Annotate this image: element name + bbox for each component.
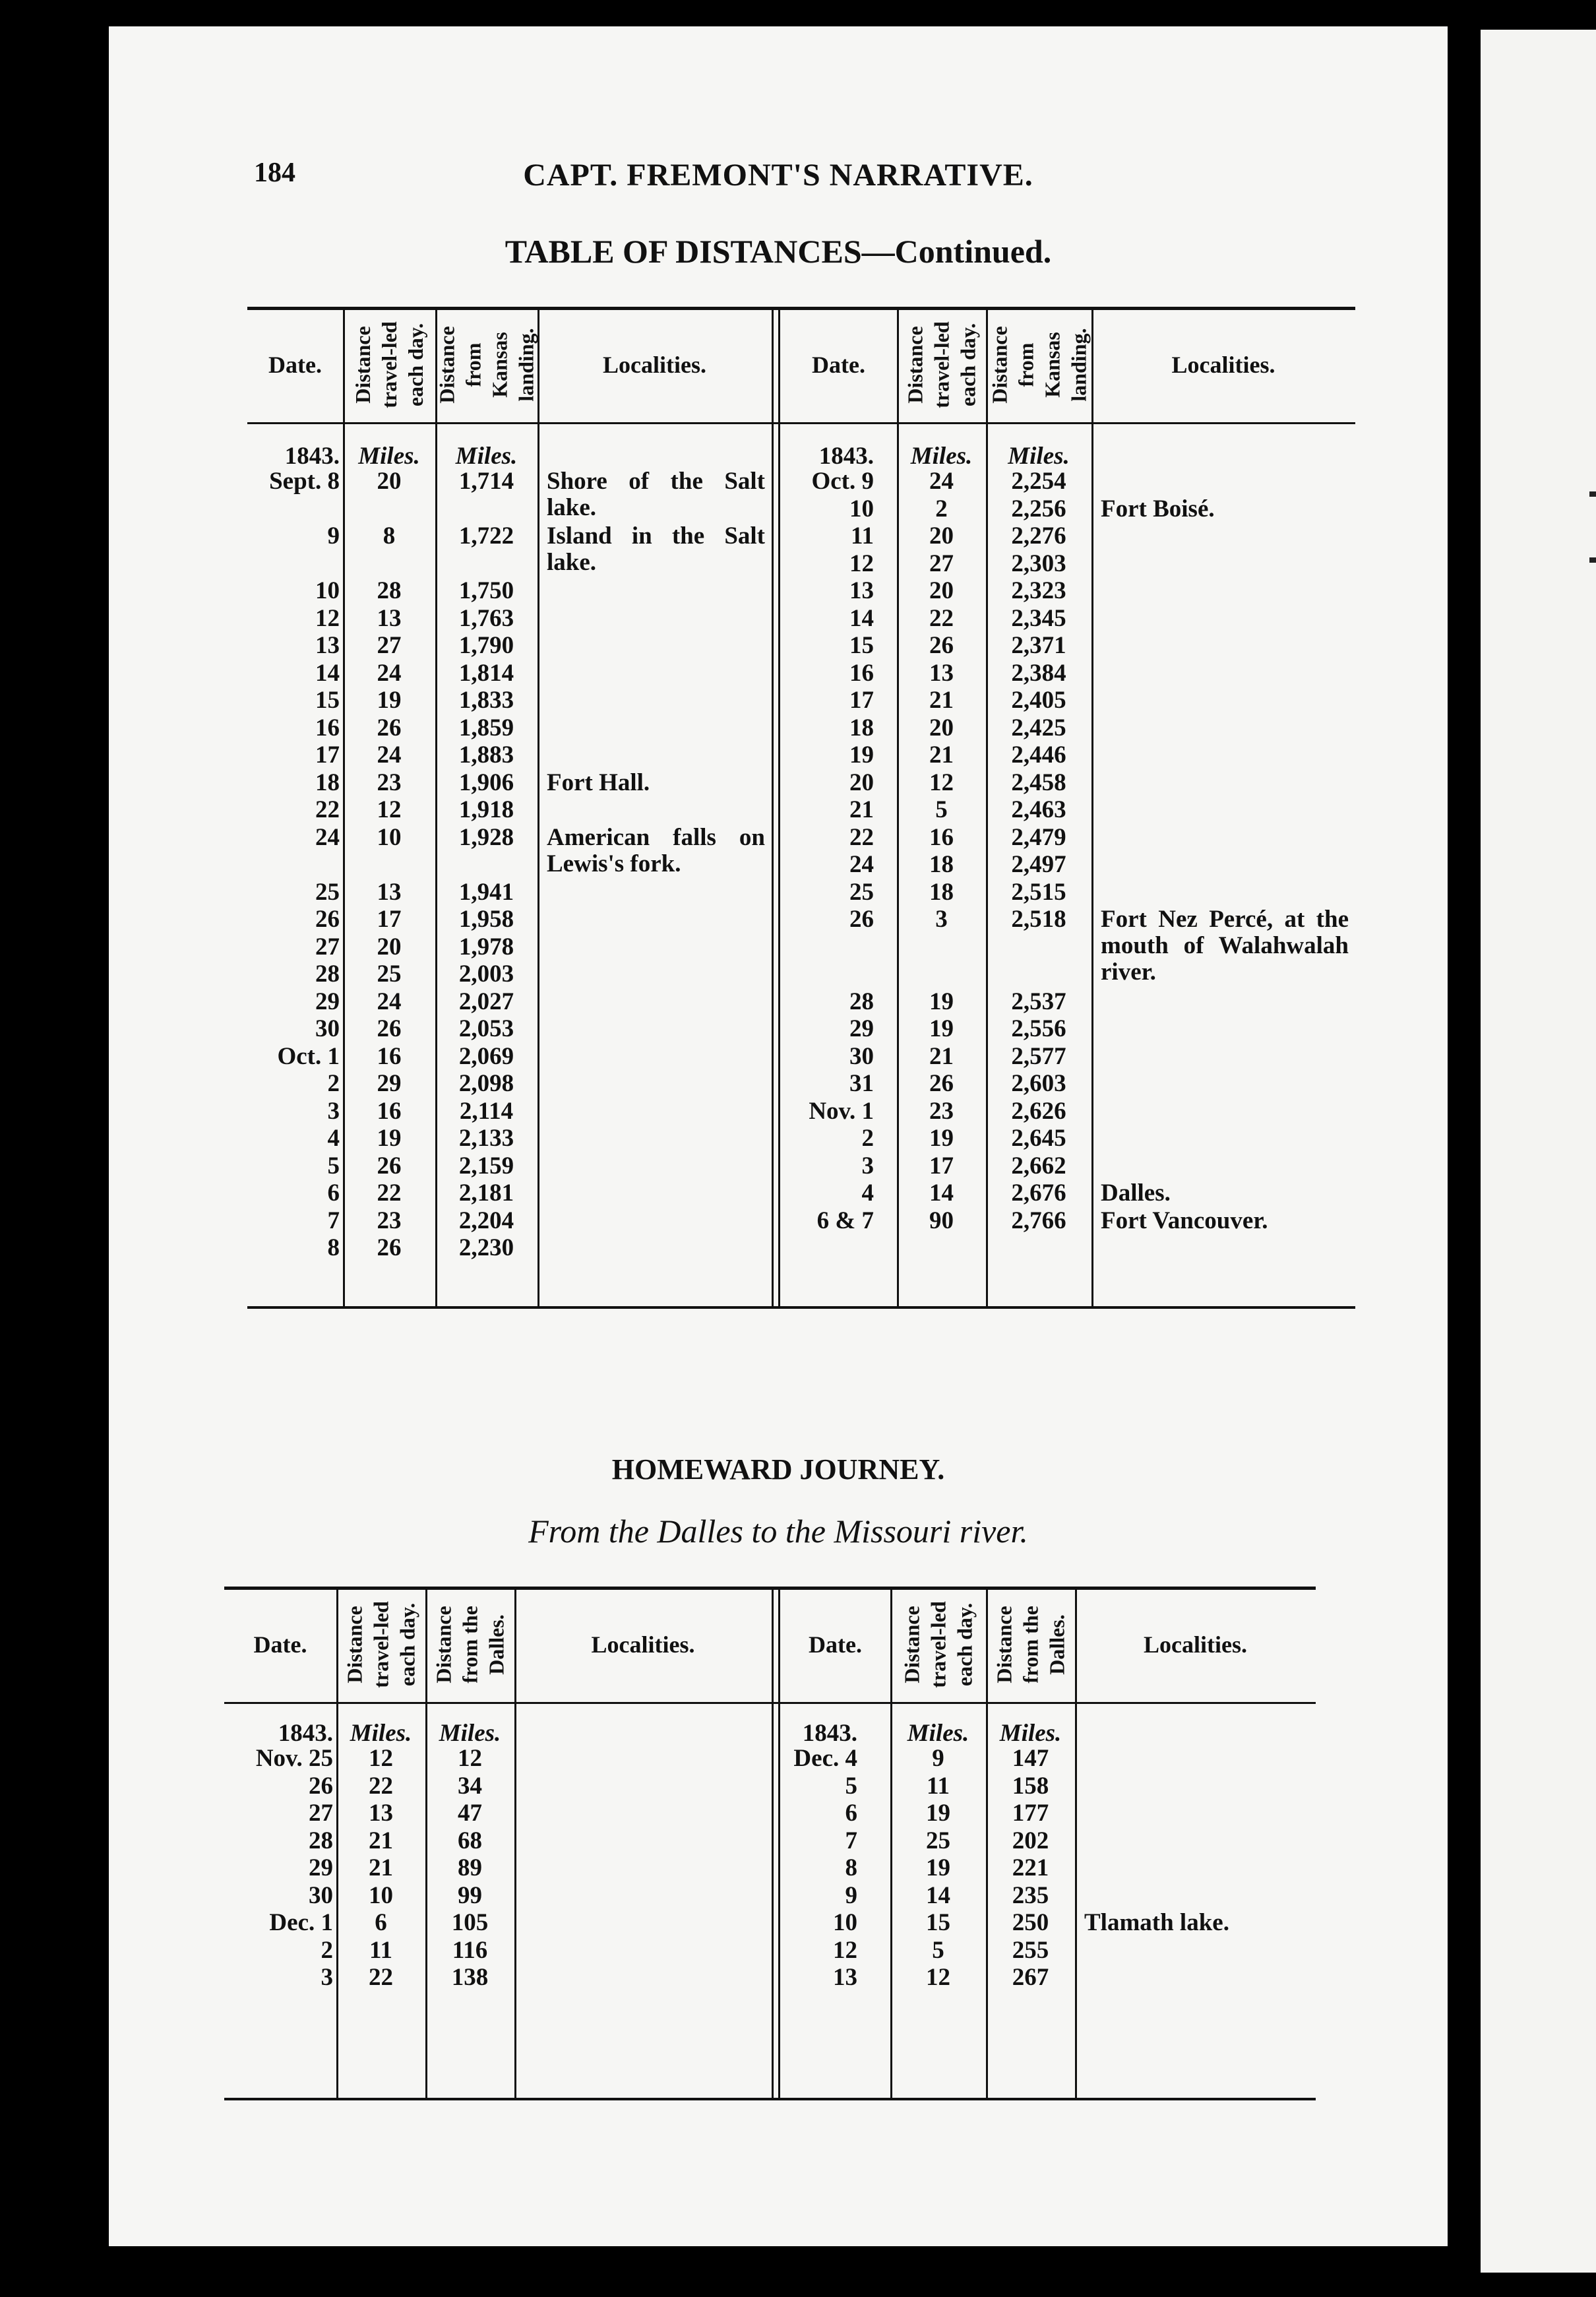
row-date: 3 — [861, 1152, 874, 1180]
row-daily-miles: 19 — [926, 1854, 950, 1881]
row-daily-miles: 22 — [377, 1180, 402, 1207]
row-daily-miles: 13 — [377, 878, 402, 906]
row-date: 6 — [845, 1800, 857, 1827]
row-total-miles: 1,750 — [458, 577, 514, 604]
header-date: Date. — [812, 351, 865, 378]
row-date: 6 — [327, 1180, 340, 1207]
row-daily-miles: 16 — [377, 1042, 402, 1070]
row-date: 12 — [315, 604, 340, 632]
table2-subtitle: From the Dalles to the Missouri river. — [528, 1513, 1028, 1550]
row-locality: Fort Vancouver. — [1101, 1207, 1268, 1234]
row-total-miles: 147 — [1012, 1745, 1049, 1772]
row-date: 14 — [849, 604, 874, 632]
row-daily-miles: 24 — [377, 741, 402, 769]
row-daily-miles: 23 — [377, 769, 402, 796]
row-total-miles: 89 — [458, 1854, 482, 1881]
row-date: 4 — [861, 1180, 874, 1207]
row-date: Nov. 25 — [255, 1745, 333, 1772]
row-date: 19 — [849, 741, 874, 769]
row-daily-miles: 22 — [929, 604, 954, 632]
row-total-miles: 2,069 — [458, 1042, 514, 1070]
row-date: 29 — [315, 988, 340, 1015]
row-daily-miles: Miles. — [350, 1720, 412, 1747]
row-date: 13 — [315, 632, 340, 659]
row-total-miles: 1,814 — [458, 659, 514, 687]
header-daily-distance — [336, 1587, 425, 1702]
row-total-miles: 202 — [1012, 1827, 1049, 1854]
row-total-miles: 1,859 — [458, 714, 514, 741]
row-daily-miles: 21 — [369, 1854, 393, 1881]
row-date: 28 — [315, 960, 340, 988]
row-total-miles: 2,204 — [458, 1207, 514, 1234]
row-daily-miles: 5 — [932, 1936, 944, 1964]
row-total-miles: 1,790 — [458, 632, 514, 659]
row-daily-miles: 20 — [929, 577, 954, 604]
row-date: 15 — [315, 687, 340, 714]
row-date: 25 — [849, 878, 874, 906]
row-date: 30 — [309, 1881, 333, 1909]
row-locality: Tlamath lake. — [1084, 1909, 1229, 1936]
row-date: 1843. — [802, 1720, 857, 1747]
row-date: 9 — [845, 1881, 857, 1909]
row-date: 17 — [315, 741, 340, 769]
row-daily-miles: 16 — [377, 1097, 402, 1125]
row-date: 2 — [321, 1936, 333, 1964]
header-total-distance — [986, 1587, 1075, 1702]
row-daily-miles: 18 — [929, 878, 954, 906]
row-total-miles: 267 — [1012, 1964, 1049, 1991]
header-localities: Localities. — [591, 1631, 695, 1658]
row-date: 3 — [321, 1964, 333, 1991]
row-daily-miles: 19 — [929, 1125, 954, 1152]
row-daily-miles: 19 — [929, 988, 954, 1015]
table-bottom-rule — [224, 2098, 1316, 2100]
header-localities: Localities. — [1144, 1631, 1247, 1658]
row-daily-miles: 11 — [369, 1936, 392, 1964]
row-total-miles: 116 — [452, 1936, 488, 1964]
row-date: 1843. — [818, 443, 874, 470]
row-total-miles: 177 — [1012, 1800, 1049, 1827]
row-daily-miles: 19 — [377, 1125, 402, 1152]
row-total-miles: 2,098 — [458, 1070, 514, 1097]
row-date: 31 — [849, 1070, 874, 1097]
table2-title: HOMEWARD JOURNEY. — [611, 1453, 945, 1486]
header-daily-distance — [897, 307, 986, 422]
row-date: 22 — [315, 796, 340, 823]
row-locality: Fort Nez Percé, at the mouth of Walahwalah river. — [1101, 906, 1349, 986]
row-total-miles: 2,254 — [1011, 468, 1066, 495]
header-total-distance-text: Distance from Kansas landing. — [987, 325, 1090, 404]
header-date: Date. — [268, 351, 322, 378]
row-date: 17 — [849, 687, 874, 714]
row-date: Oct. 1 — [277, 1042, 340, 1070]
row-locality: Fort Boisé. — [1101, 495, 1215, 522]
row-date: 9 — [327, 522, 340, 550]
row-daily-miles: 20 — [377, 468, 402, 495]
row-total-miles: Miles. — [455, 443, 518, 470]
row-total-miles: 2,497 — [1011, 851, 1066, 878]
row-total-miles: 105 — [451, 1909, 489, 1936]
row-total-miles: 2,645 — [1011, 1125, 1066, 1152]
row-daily-miles: 8 — [383, 522, 396, 550]
header-total-distance — [986, 307, 1091, 422]
row-total-miles: 1,883 — [458, 741, 514, 769]
header-localities: Localities. — [1171, 351, 1275, 378]
row-daily-miles: 12 — [369, 1745, 393, 1772]
row-daily-miles: 21 — [929, 687, 954, 714]
row-date: 26 — [309, 1772, 333, 1800]
row-daily-miles: 10 — [377, 823, 402, 851]
column-rule — [1091, 307, 1093, 1306]
row-daily-miles: 11 — [927, 1772, 950, 1800]
row-total-miles: 2,133 — [458, 1125, 514, 1152]
row-daily-miles: 27 — [929, 550, 954, 577]
row-date: Oct. 9 — [811, 468, 874, 495]
row-daily-miles: 9 — [932, 1745, 944, 1772]
header-total-distance — [425, 1587, 514, 1702]
row-date: 13 — [833, 1964, 857, 1991]
row-daily-miles: 12 — [926, 1964, 950, 1991]
row-daily-miles: 26 — [377, 714, 402, 741]
column-rule — [772, 1587, 774, 2098]
row-total-miles: Miles. — [439, 1720, 501, 1747]
row-total-miles: 1,958 — [458, 906, 514, 933]
row-total-miles: 2,537 — [1011, 988, 1066, 1015]
row-total-miles: 2,371 — [1011, 632, 1066, 659]
column-rule — [537, 307, 539, 1306]
row-date: 26 — [315, 906, 340, 933]
row-date: 27 — [309, 1800, 333, 1827]
row-daily-miles: 15 — [926, 1909, 950, 1936]
row-date: 4 — [327, 1125, 340, 1152]
row-daily-miles: 12 — [929, 769, 954, 796]
row-daily-miles: 19 — [929, 1015, 954, 1042]
row-total-miles: 1,941 — [458, 878, 514, 906]
row-daily-miles: 27 — [377, 632, 402, 659]
running-head — [109, 157, 1448, 210]
header-total-distance — [435, 307, 537, 422]
row-date: 8 — [845, 1854, 857, 1881]
row-date: Dec. 1 — [269, 1909, 333, 1936]
row-daily-miles: 19 — [377, 687, 402, 714]
row-total-miles: 2,463 — [1011, 796, 1066, 823]
row-total-miles: Miles. — [999, 1720, 1062, 1747]
row-total-miles: 2,518 — [1011, 906, 1066, 933]
header-localities: Localities. — [603, 351, 706, 378]
row-daily-miles: 26 — [377, 1015, 402, 1042]
row-date: 7 — [845, 1827, 857, 1854]
row-total-miles: 250 — [1012, 1909, 1049, 1936]
row-total-miles: 1,918 — [458, 796, 514, 823]
adjacent-page-edge — [1481, 30, 1596, 2273]
row-total-miles: 2,766 — [1011, 1207, 1066, 1234]
row-total-miles: 255 — [1012, 1936, 1049, 1964]
row-date: 1843. — [284, 443, 340, 470]
row-total-miles: 2,458 — [1011, 769, 1066, 796]
header-total-distance-text: Distance from the Dalles. — [431, 1605, 508, 1683]
row-daily-miles: Miles. — [910, 443, 973, 470]
row-date: 18 — [315, 769, 340, 796]
row-total-miles: 2,323 — [1011, 577, 1066, 604]
row-daily-miles: 22 — [369, 1964, 393, 1991]
row-date: 30 — [849, 1042, 874, 1070]
header-date: Date. — [253, 1631, 307, 1658]
row-daily-miles: 3 — [935, 906, 948, 933]
row-date: 24 — [849, 851, 874, 878]
row-daily-miles: 21 — [929, 741, 954, 769]
row-date: 2 — [327, 1070, 340, 1097]
row-daily-miles: 26 — [929, 632, 954, 659]
row-daily-miles: 13 — [369, 1800, 393, 1827]
row-date: 1843. — [278, 1720, 333, 1747]
row-date: Nov. 1 — [809, 1097, 874, 1125]
row-daily-miles: 14 — [926, 1881, 950, 1909]
row-daily-miles: 23 — [929, 1097, 954, 1125]
row-date: 28 — [849, 988, 874, 1015]
row-date: 25 — [315, 878, 340, 906]
row-total-miles: 1,833 — [458, 687, 514, 714]
row-total-miles: 2,230 — [458, 1234, 514, 1261]
row-date: 5 — [845, 1772, 857, 1800]
row-total-miles: 2,626 — [1011, 1097, 1066, 1125]
row-daily-miles: 28 — [377, 577, 402, 604]
row-total-miles: 2,556 — [1011, 1015, 1066, 1042]
row-daily-miles: 26 — [929, 1070, 954, 1097]
row-total-miles: 2,676 — [1011, 1180, 1066, 1207]
row-daily-miles: 17 — [929, 1152, 954, 1180]
row-date: 20 — [849, 769, 874, 796]
row-total-miles: 1,928 — [458, 823, 514, 851]
row-locality: Dalles. — [1101, 1180, 1171, 1207]
row-total-miles: 1,906 — [458, 769, 514, 796]
row-total-miles: 138 — [451, 1964, 489, 1991]
row-total-miles: 12 — [458, 1745, 482, 1772]
row-date: 15 — [849, 632, 874, 659]
row-total-miles: 2,276 — [1011, 522, 1066, 550]
header-daily-distance-text: Distance travel-led each day. — [351, 321, 427, 408]
row-total-miles: 34 — [458, 1772, 482, 1800]
header-rule — [247, 422, 1355, 424]
row-total-miles: 1,722 — [458, 522, 514, 550]
row-total-miles: 2,405 — [1011, 687, 1066, 714]
row-daily-miles: Miles. — [907, 1720, 969, 1747]
row-date: 5 — [327, 1152, 340, 1180]
row-daily-miles: 17 — [377, 906, 402, 933]
row-total-miles: 2,603 — [1011, 1070, 1066, 1097]
row-daily-miles: 6 — [375, 1909, 387, 1936]
row-date: 7 — [327, 1207, 340, 1234]
row-daily-miles: 20 — [929, 714, 954, 741]
row-total-miles: 2,053 — [458, 1015, 514, 1042]
row-total-miles: 2,345 — [1011, 604, 1066, 632]
row-total-miles: 47 — [458, 1800, 482, 1827]
row-total-miles: 1,714 — [458, 468, 514, 495]
row-total-miles: 2,384 — [1011, 659, 1066, 687]
row-daily-miles: 14 — [929, 1180, 954, 1207]
row-date: 10 — [315, 577, 340, 604]
header-daily-distance — [343, 307, 435, 422]
row-total-miles: 2,003 — [458, 960, 514, 988]
row-date: 13 — [849, 577, 874, 604]
running-title: CAPT. FREMONT'S NARRATIVE. — [523, 158, 1033, 193]
row-total-miles: 2,446 — [1011, 741, 1066, 769]
row-date: 14 — [315, 659, 340, 687]
row-daily-miles: 10 — [369, 1881, 393, 1909]
header-total-distance-text: Distance from the Dalles. — [992, 1605, 1069, 1683]
header-date: Date. — [809, 1631, 862, 1658]
row-daily-miles: 13 — [929, 659, 954, 687]
row-total-miles: 2,662 — [1011, 1152, 1066, 1180]
row-date: 12 — [833, 1936, 857, 1964]
header-rule — [224, 1702, 1316, 1704]
row-daily-miles: Miles. — [358, 443, 420, 470]
table-bottom-rule — [247, 1306, 1355, 1309]
row-daily-miles: 19 — [926, 1800, 950, 1827]
row-daily-miles: 13 — [377, 604, 402, 632]
header-daily-distance-text: Distance travel-led each day. — [900, 1600, 977, 1688]
row-daily-miles: 20 — [929, 522, 954, 550]
row-date: 8 — [327, 1234, 340, 1261]
row-total-miles: Miles. — [1008, 443, 1070, 470]
row-total-miles: 235 — [1012, 1881, 1049, 1909]
row-date: Sept. 8 — [269, 468, 340, 495]
row-date: 12 — [849, 550, 874, 577]
row-daily-miles: 2 — [935, 495, 948, 522]
row-total-miles: 2,114 — [459, 1097, 514, 1125]
row-total-miles: 2,479 — [1011, 823, 1066, 851]
row-daily-miles: 24 — [377, 988, 402, 1015]
row-daily-miles: 24 — [929, 468, 954, 495]
row-date: 29 — [309, 1854, 333, 1881]
row-date: 22 — [849, 823, 874, 851]
row-date: 10 — [833, 1909, 857, 1936]
row-daily-miles: 29 — [377, 1070, 402, 1097]
row-total-miles: 2,181 — [458, 1180, 514, 1207]
row-total-miles: 2,577 — [1011, 1042, 1066, 1070]
row-date: 30 — [315, 1015, 340, 1042]
row-total-miles: 2,515 — [1011, 878, 1066, 906]
row-daily-miles: 21 — [929, 1042, 954, 1070]
row-locality: Fort Hall. — [547, 769, 650, 796]
row-daily-miles: 25 — [377, 960, 402, 988]
row-daily-miles: 23 — [377, 1207, 402, 1234]
row-date: 11 — [851, 522, 874, 550]
row-daily-miles: 18 — [929, 851, 954, 878]
row-locality: Island in the Salt lake. — [547, 522, 765, 576]
row-total-miles: 2,256 — [1011, 495, 1066, 522]
row-daily-miles: 20 — [377, 933, 402, 960]
row-date: 21 — [849, 796, 874, 823]
row-date: 10 — [849, 495, 874, 522]
row-daily-miles: 16 — [929, 823, 954, 851]
row-daily-miles: 24 — [377, 659, 402, 687]
row-daily-miles: 25 — [926, 1827, 950, 1854]
row-date: 2 — [861, 1125, 874, 1152]
row-date: 26 — [849, 906, 874, 933]
row-total-miles: 221 — [1012, 1854, 1049, 1881]
row-date: 18 — [849, 714, 874, 741]
table1-title: TABLE OF DISTANCES—Continued. — [505, 233, 1052, 270]
header-total-distance-text: Distance from Kansas landing. — [435, 325, 538, 404]
row-daily-miles: 22 — [369, 1772, 393, 1800]
row-daily-miles: 90 — [929, 1207, 954, 1234]
row-date: 24 — [315, 823, 340, 851]
page-number: 184 — [254, 158, 295, 188]
row-daily-miles: 26 — [377, 1152, 402, 1180]
row-total-miles: 2,425 — [1011, 714, 1066, 741]
row-locality: American falls on Lewis's fork. — [547, 823, 765, 877]
row-date: 28 — [309, 1827, 333, 1854]
row-total-miles: 1,978 — [458, 933, 514, 960]
header-daily-distance — [890, 1587, 986, 1702]
column-rule — [772, 307, 774, 1306]
row-date: Dec. 4 — [793, 1745, 857, 1772]
row-date: 6 & 7 — [816, 1207, 874, 1234]
row-daily-miles: 5 — [935, 796, 948, 823]
row-date: 3 — [327, 1097, 340, 1125]
row-daily-miles: 12 — [377, 796, 402, 823]
row-date: 16 — [849, 659, 874, 687]
row-daily-miles: 21 — [369, 1827, 393, 1854]
row-total-miles: 2,159 — [458, 1152, 514, 1180]
row-total-miles: 68 — [458, 1827, 482, 1854]
row-date: 27 — [315, 933, 340, 960]
row-total-miles: 99 — [458, 1881, 482, 1909]
row-date: 16 — [315, 714, 340, 741]
header-daily-distance-text: Distance travel-led each day. — [903, 321, 980, 408]
book-page — [109, 26, 1448, 2246]
header-daily-distance-text: Distance travel-led each day. — [342, 1600, 419, 1688]
row-total-miles: 2,027 — [458, 988, 514, 1015]
row-total-miles: 2,303 — [1011, 550, 1066, 577]
row-daily-miles: 26 — [377, 1234, 402, 1261]
row-date: 29 — [849, 1015, 874, 1042]
row-total-miles: 1,763 — [458, 604, 514, 632]
row-locality: Shore of the Salt lake. — [547, 468, 765, 521]
row-total-miles: 158 — [1012, 1772, 1049, 1800]
